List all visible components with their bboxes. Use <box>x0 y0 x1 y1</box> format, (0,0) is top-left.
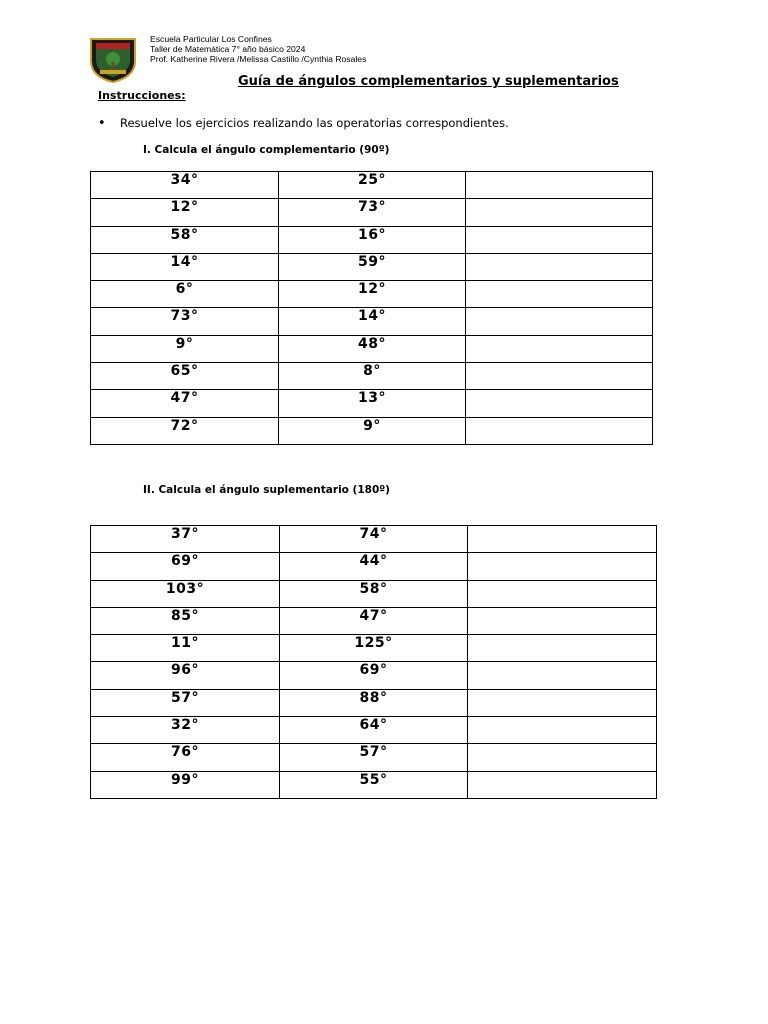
cell-value: 9° <box>363 417 381 434</box>
table-row <box>91 308 653 335</box>
school-name: Escuela Particular Los Confines <box>150 34 272 44</box>
table-row <box>91 662 657 689</box>
angle-a-cell <box>91 417 279 444</box>
answer-cell[interactable] <box>468 771 657 798</box>
teachers: Prof. Katherine Rivera /Melissa Castillo /Cynthia Rosales <box>150 54 367 64</box>
answer-cell[interactable] <box>466 308 653 335</box>
angle-a-cell <box>91 390 279 417</box>
answer-cell[interactable] <box>466 172 653 199</box>
cell-value: 88° <box>359 689 388 706</box>
angle-a-cell <box>91 526 280 553</box>
angle-b-cell <box>280 607 468 634</box>
answer-cell[interactable] <box>466 390 653 417</box>
angle-b-cell <box>280 771 468 798</box>
instructions-heading: Instrucciones: <box>98 89 186 102</box>
table-row <box>91 689 657 716</box>
angle-b-cell <box>280 635 468 662</box>
cell-value: 64° <box>359 717 388 734</box>
bullet-icon: • <box>98 116 106 131</box>
angle-b-cell <box>279 390 466 417</box>
angle-a-cell <box>91 363 279 390</box>
angle-b-cell <box>280 580 468 607</box>
angle-a-cell <box>91 580 280 607</box>
cell-value: 11° <box>171 635 199 652</box>
table-row <box>91 172 653 199</box>
table-row <box>91 417 653 444</box>
table-row <box>91 199 653 226</box>
angle-a-cell <box>91 607 280 634</box>
angle-b-cell <box>280 553 468 580</box>
school-crest-icon <box>88 35 138 83</box>
instruction-text: Resuelve los ejercicios realizando las operatorias correspondientes. <box>120 116 509 130</box>
angle-b-cell <box>279 335 466 362</box>
angle-b-cell <box>279 199 466 226</box>
cell-value: 47° <box>359 607 388 624</box>
answer-cell[interactable] <box>468 717 657 744</box>
cell-value: 69° <box>171 553 199 570</box>
cell-value: 32° <box>171 717 199 734</box>
answer-cell[interactable] <box>468 744 657 771</box>
angle-b-cell <box>279 253 466 280</box>
table-row <box>91 580 657 607</box>
cell-value: 58° <box>170 226 199 243</box>
table-row <box>91 553 657 580</box>
table-row <box>91 335 653 362</box>
table-row <box>91 390 653 417</box>
angle-b-cell <box>279 281 466 308</box>
angle-b-cell <box>279 363 466 390</box>
angle-a-cell <box>91 771 280 798</box>
answer-cell[interactable] <box>466 253 653 280</box>
answer-cell[interactable] <box>466 335 653 362</box>
cell-value: 34° <box>170 172 199 188</box>
cell-value: 59° <box>358 253 386 270</box>
cell-value: 103° <box>165 580 205 597</box>
angle-b-cell <box>279 417 466 444</box>
table-row <box>91 744 657 771</box>
cell-value: 73° <box>170 308 199 325</box>
angle-a-cell <box>91 226 279 253</box>
cell-value: 85° <box>171 607 199 624</box>
table-row <box>91 253 653 280</box>
angle-a-cell <box>91 253 279 280</box>
angle-b-cell <box>279 172 466 199</box>
answer-cell[interactable] <box>466 417 653 444</box>
school-info <box>150 34 366 64</box>
cell-value: 44° <box>359 553 388 570</box>
section2-heading: II. Calcula el ángulo suplementario (180º) <box>143 484 390 496</box>
cell-value: 99° <box>171 771 199 788</box>
answer-cell[interactable] <box>466 281 653 308</box>
table-row <box>91 363 653 390</box>
angle-a-cell <box>91 662 280 689</box>
course-name: Taller de Matemática 7° año básico 2024 <box>150 44 306 54</box>
cell-value: 12° <box>358 281 386 298</box>
angle-b-cell <box>279 308 466 335</box>
cell-value: 6° <box>175 281 194 298</box>
table-row <box>91 281 653 308</box>
angle-b-cell <box>280 717 468 744</box>
angle-a-cell <box>91 281 279 308</box>
complementary-table <box>90 171 653 445</box>
cell-value: 69° <box>359 662 388 679</box>
cell-value: 65° <box>170 363 199 380</box>
answer-cell[interactable] <box>466 363 653 390</box>
cell-value: 12° <box>170 199 199 216</box>
angle-a-cell <box>91 689 280 716</box>
angle-b-cell <box>280 526 468 553</box>
table-row <box>91 607 657 634</box>
angle-b-cell <box>280 662 468 689</box>
answer-cell[interactable] <box>468 607 657 634</box>
cell-value: 73° <box>358 199 386 216</box>
cell-value: 125° <box>354 635 393 652</box>
instruction-item <box>98 116 509 131</box>
angle-a-cell <box>91 635 280 662</box>
cell-value: 16° <box>358 226 386 243</box>
answer-cell[interactable] <box>468 689 657 716</box>
cell-value: 9° <box>175 335 194 352</box>
section1-heading: I. Calcula el ángulo complementario (90º) <box>143 144 390 156</box>
angle-a-cell <box>91 172 279 199</box>
answer-cell[interactable] <box>468 580 657 607</box>
cell-value: 57° <box>171 689 199 706</box>
angle-a-cell <box>91 553 280 580</box>
cell-value: 55° <box>359 771 388 788</box>
supplementary-table <box>90 525 657 799</box>
cell-value: 72° <box>170 417 199 434</box>
cell-value: 96° <box>171 662 199 679</box>
cell-value: 58° <box>359 580 388 597</box>
table-row <box>91 771 657 798</box>
answer-cell[interactable] <box>466 226 653 253</box>
cell-value: 37° <box>171 526 199 542</box>
answer-cell[interactable] <box>468 662 657 689</box>
angle-a-cell <box>91 308 279 335</box>
angle-b-cell <box>279 226 466 253</box>
answer-cell[interactable] <box>468 526 657 553</box>
cell-value: 25° <box>358 172 386 188</box>
angle-b-cell <box>280 689 468 716</box>
angle-a-cell <box>91 335 279 362</box>
cell-value: 14° <box>170 253 199 270</box>
cell-value: 74° <box>359 526 388 542</box>
angle-a-cell <box>91 199 279 226</box>
page-title: Guía de ángulos complementarios y suplementarios <box>238 74 619 89</box>
cell-value: 48° <box>358 335 386 352</box>
cell-value: 13° <box>358 390 386 407</box>
angle-a-cell <box>91 717 280 744</box>
angle-a-cell <box>91 744 280 771</box>
answer-cell[interactable] <box>466 199 653 226</box>
cell-value: 76° <box>171 744 199 761</box>
answer-cell[interactable] <box>468 635 657 662</box>
table-row <box>91 226 653 253</box>
answer-cell[interactable] <box>468 553 657 580</box>
table-row <box>91 526 657 553</box>
table-row <box>91 717 657 744</box>
cell-value: 8° <box>363 363 381 380</box>
angle-b-cell <box>280 744 468 771</box>
cell-value: 57° <box>359 744 388 761</box>
cell-value: 14° <box>358 308 386 325</box>
cell-value: 47° <box>170 390 199 407</box>
table-row <box>91 635 657 662</box>
